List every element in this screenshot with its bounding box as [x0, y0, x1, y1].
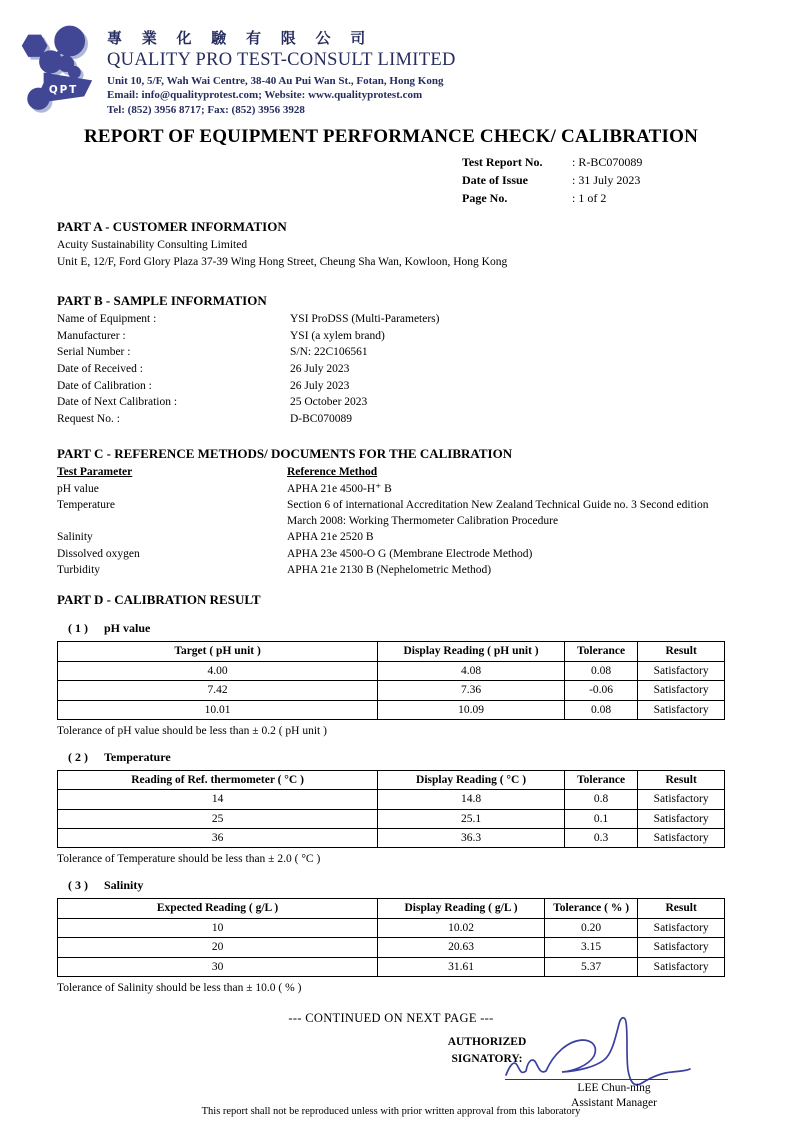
part-c-section — [57, 446, 725, 578]
table-cell: 4.00 — [58, 661, 378, 680]
table-cell: Satisfactory — [638, 829, 725, 848]
table-cell: 0.20 — [544, 918, 637, 937]
field-label: Request No. : — [57, 412, 120, 425]
company-address: Unit 10, 5/F, Wah Wai Centre, 38-40 Au Pui Wan St., Fotan, Hong Kong — [107, 75, 444, 87]
reference-method: APHA 21e 2520 B — [287, 531, 374, 544]
authorized-label: AUTHORIZED — [447, 1035, 527, 1048]
part-b-rows — [57, 311, 725, 427]
table-cell: Satisfactory — [638, 809, 725, 828]
test-parameter-header: Test Parameter — [57, 466, 133, 479]
signatory-area — [57, 1028, 725, 1109]
table-label — [68, 750, 725, 765]
part-b-section — [57, 293, 725, 427]
report-info-value: : R-BC070089 — [572, 155, 643, 169]
table-row — [58, 681, 725, 700]
field-value: 26 July 2023 — [290, 362, 350, 375]
table-label — [68, 878, 725, 893]
tolerance-note: Tolerance of Temperature should be less than ± 2.0 ( °C ) — [57, 853, 321, 866]
reference-method-row — [57, 546, 725, 562]
table-number: ( 2 ) — [68, 749, 88, 764]
signature — [500, 1013, 705, 1093]
field-value: 25 October 2023 — [290, 396, 368, 409]
table-cell: 0.08 — [564, 700, 637, 719]
letterhead — [10, 14, 725, 121]
column-header: Target ( pH unit ) — [58, 642, 378, 661]
column-header: Tolerance — [564, 770, 637, 789]
calibration-table-block — [57, 750, 725, 866]
signer-name: LEE Chun-ning — [577, 1081, 651, 1094]
table-cell: Satisfactory — [638, 918, 725, 937]
customer-info-line: Acuity Sustainability Consulting Limited — [57, 239, 248, 251]
table-title: Salinity — [104, 878, 144, 893]
calibration-table-block — [57, 878, 725, 994]
part-c-rows — [57, 481, 725, 579]
table-row — [58, 661, 725, 680]
part-d-heading: PART D - CALIBRATION RESULT — [57, 592, 261, 608]
calibration-table — [57, 770, 725, 849]
table-cell: 7.36 — [378, 681, 565, 700]
sample-info-row — [57, 328, 725, 345]
calibration-table — [57, 641, 725, 720]
reference-method-row — [57, 562, 725, 578]
table-cell: 0.08 — [564, 661, 637, 680]
reference-method-row — [57, 481, 725, 497]
table-row — [58, 938, 725, 957]
sample-info-row — [57, 411, 725, 428]
report-info-label: Date of Issue — [462, 173, 528, 187]
table-cell: 10.02 — [378, 918, 545, 937]
table-cell: 0.8 — [564, 790, 637, 809]
field-label: Date of Calibration : — [57, 379, 152, 392]
field-value: D-BC070089 — [290, 412, 352, 425]
column-header: Tolerance ( % ) — [544, 899, 637, 918]
company-logo-icon — [10, 14, 100, 121]
test-parameter: Turbidity — [57, 564, 101, 577]
test-parameter: pH value — [57, 482, 99, 495]
field-value: S/N: 22C106561 — [290, 346, 368, 359]
reference-method-row — [57, 497, 725, 530]
table-cell: 36.3 — [378, 829, 565, 848]
column-header: Result — [638, 770, 725, 789]
continued-on-next-page: --- CONTINUED ON NEXT PAGE --- — [288, 1010, 494, 1025]
column-header: Display Reading ( °C ) — [378, 770, 565, 789]
table-header-row — [58, 899, 725, 918]
table-cell: 30 — [58, 957, 378, 976]
table-cell: 7.42 — [58, 681, 378, 700]
reference-method: APHA 21e 4500-H⁺ B — [287, 482, 392, 495]
letterhead-text — [107, 27, 456, 117]
field-value: 26 July 2023 — [290, 379, 350, 392]
part-c-header-row — [57, 464, 725, 480]
field-label: Date of Next Calibration : — [57, 396, 178, 409]
table-header-row — [58, 642, 725, 661]
reference-method-row — [57, 529, 725, 545]
table-number: ( 1 ) — [68, 621, 88, 636]
company-name-chinese: 專 業 化 驗 有 限 公 司 — [107, 31, 374, 47]
test-parameter: Dissolved oxygen — [57, 547, 140, 560]
reference-method: Section 6 of international Accreditation New Zealand Technical Guide no. 3 Second edition March 2008: Working Thermometer Calibration Procedure — [287, 498, 709, 528]
sample-info-row — [57, 394, 725, 411]
company-name-english: QUALITY PRO TEST-CONSULT LIMITED — [107, 50, 456, 70]
table-cell: 10.09 — [378, 700, 565, 719]
table-cell: 31.61 — [378, 957, 545, 976]
column-header: Display Reading ( pH unit ) — [378, 642, 565, 661]
table-cell: -0.06 — [564, 681, 637, 700]
disclaimer: This report shall not be reproduced unless with prior written approval from this laboratory — [201, 1105, 581, 1117]
report-info-row — [462, 153, 725, 171]
part-a-heading: PART A - CUSTOMER INFORMATION — [57, 219, 287, 234]
signature-line — [505, 1079, 668, 1080]
logo-text: QPT — [48, 84, 79, 97]
report-info-row — [462, 171, 725, 189]
part-a-lines — [57, 237, 725, 270]
table-cell: 36 — [58, 829, 378, 848]
sample-info-row — [57, 344, 725, 361]
field-label: Manufacturer : — [57, 329, 126, 342]
field-label: Name of Equipment : — [57, 313, 157, 326]
table-title: pH value — [104, 621, 151, 636]
table-row — [58, 809, 725, 828]
reference-method: APHA 23e 4500-O G (Membrane Electrode Method) — [287, 547, 533, 560]
table-row — [58, 918, 725, 937]
report-info-label: Page No. — [462, 191, 508, 205]
table-cell: 0.1 — [564, 809, 637, 828]
customer-info-line: Unit E, 12/F, Ford Glory Plaza 37-39 Wing Hong Street, Cheung Sha Wan, Kowloon, Hong Kong — [57, 255, 508, 268]
tolerance-note: Tolerance of pH value should be less than ± 0.2 ( pH unit ) — [57, 724, 327, 737]
table-cell: 4.08 — [378, 661, 565, 680]
table-number: ( 3 ) — [68, 878, 88, 893]
part-d-section — [57, 592, 725, 994]
reference-method-header: Reference Method — [287, 466, 378, 479]
table-row — [58, 957, 725, 976]
table-cell: 5.37 — [544, 957, 637, 976]
table-cell: 3.15 — [544, 938, 637, 957]
report-title: REPORT OF EQUIPMENT PERFORMANCE CHECK/ CALIBRATION — [83, 126, 699, 147]
signer-title: Assistant Manager — [571, 1096, 657, 1109]
column-header: Reading of Ref. thermometer ( °C ) — [58, 770, 378, 789]
table-cell: 20.63 — [378, 938, 545, 957]
table-row — [58, 829, 725, 848]
table-cell: 14.8 — [378, 790, 565, 809]
table-cell: 20 — [58, 938, 378, 957]
table-cell: Satisfactory — [638, 700, 725, 719]
tolerance-note: Tolerance of Salinity should be less than ± 10.0 ( % ) — [57, 981, 302, 994]
table-cell: Satisfactory — [638, 790, 725, 809]
column-header: Result — [638, 642, 725, 661]
signatory-label: SIGNATORY: — [451, 1052, 523, 1065]
part-d-tables — [57, 621, 725, 994]
table-cell: 10 — [58, 918, 378, 937]
report-info-value: : 1 of 2 — [572, 191, 607, 205]
table-cell: Satisfactory — [638, 661, 725, 680]
calibration-table — [57, 898, 725, 977]
table-cell: 10.01 — [58, 700, 378, 719]
table-cell: Satisfactory — [638, 938, 725, 957]
table-title: Temperature — [104, 749, 171, 764]
field-label: Date of Received : — [57, 362, 143, 375]
column-header: Display Reading ( g/L ) — [378, 899, 545, 918]
field-value: YSI (a xylem brand) — [290, 329, 385, 342]
company-phone: Tel: (852) 3956 8717; Fax: (852) 3956 3928 — [107, 103, 305, 116]
column-header: Result — [638, 899, 725, 918]
table-label — [68, 621, 725, 636]
table-cell: 25.1 — [378, 809, 565, 828]
field-label: Serial Number : — [57, 346, 131, 359]
reference-method: APHA 21e 2130 B (Nephelometric Method) — [287, 564, 492, 577]
sample-info-row — [57, 361, 725, 378]
table-cell: 14 — [58, 790, 378, 809]
table-cell: 0.3 — [564, 829, 637, 848]
test-parameter: Salinity — [57, 531, 93, 544]
report-info-value: : 31 July 2023 — [572, 173, 641, 187]
part-b-heading: PART B - SAMPLE INFORMATION — [57, 293, 267, 309]
table-cell: Satisfactory — [638, 957, 725, 976]
column-header: Expected Reading ( g/L ) — [58, 899, 378, 918]
part-a-section — [57, 219, 725, 270]
calibration-table-block — [57, 621, 725, 737]
table-cell: Satisfactory — [638, 681, 725, 700]
test-parameter: Temperature — [57, 498, 115, 511]
table-cell: 25 — [58, 809, 378, 828]
column-header: Tolerance — [564, 642, 637, 661]
table-row — [58, 790, 725, 809]
sample-info-row — [57, 311, 725, 328]
part-c-heading: PART C - REFERENCE METHODS/ DOCUMENTS FOR THE CALIBRATION — [57, 446, 513, 462]
report-info-row — [462, 189, 725, 207]
company-contact: Email: info@qualityprotest.com; Website: www.qualityprotest.com — [107, 89, 423, 102]
table-header-row — [58, 770, 725, 789]
report-info — [462, 153, 725, 207]
report-info-label: Test Report No. — [462, 155, 543, 169]
table-row — [58, 700, 725, 719]
sample-info-row — [57, 378, 725, 395]
field-value: YSI ProDSS (Multi-Parameters) — [290, 313, 440, 326]
